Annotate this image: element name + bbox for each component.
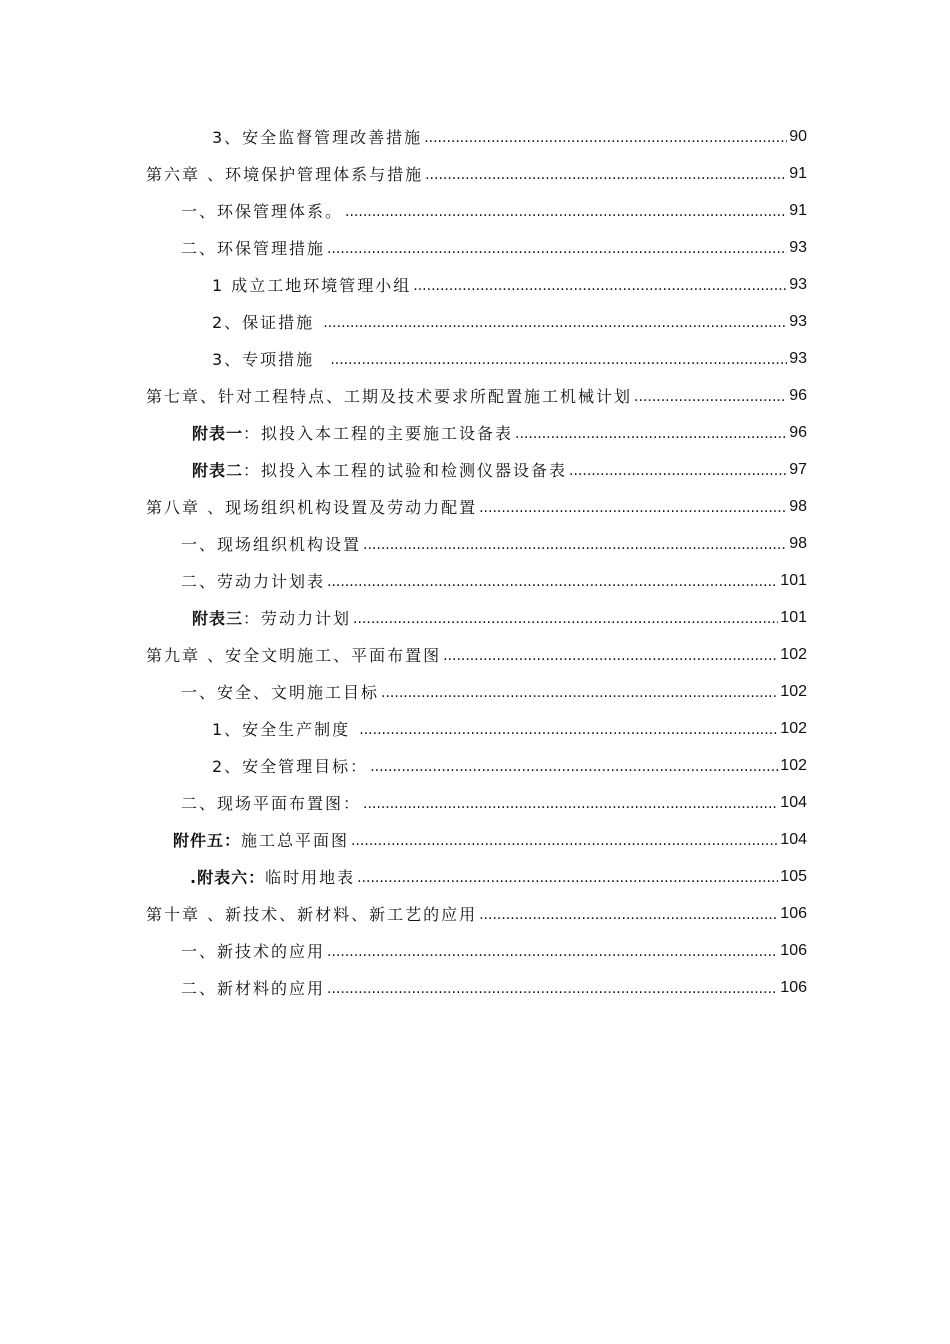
- toc-entry-text: ：拟投入本工程的试验和检测仪器设备表: [243, 461, 568, 480]
- toc-page-number: 105: [780, 867, 807, 885]
- toc-page-number: 106: [780, 904, 807, 922]
- toc-entry[interactable]: [0, 969, 950, 1006]
- toc-entry-title: 3、专项措施: [212, 350, 329, 369]
- toc-leader-dots: [327, 241, 787, 257]
- toc-leader-dots: [370, 759, 778, 775]
- toc-entry[interactable]: [0, 340, 950, 377]
- toc-entry-text: ：劳动力计划: [243, 609, 352, 628]
- toc-entry-title: 第八章 、现场组织机构设置及劳动力配置: [146, 498, 478, 517]
- toc-entry-title: [192, 606, 351, 629]
- toc-entry[interactable]: [0, 895, 950, 932]
- toc-page-number: 93: [789, 349, 807, 367]
- toc-entry-title: 一、安全、文明施工目标: [181, 683, 380, 702]
- toc-leader-dots: [327, 574, 778, 590]
- toc-entry-title: 第十章 、新技术、新材料、新工艺的应用: [146, 905, 478, 924]
- toc-entry-title: 第六章 、环境保护管理体系与措施: [146, 165, 424, 184]
- toc-entry[interactable]: [0, 636, 950, 673]
- toc-page-number: 101: [780, 571, 807, 589]
- toc-leader-dots: [479, 907, 778, 923]
- toc-page-number: 98: [789, 497, 807, 515]
- toc-entry[interactable]: [0, 858, 950, 895]
- toc-entry-text: 施工总平面图: [241, 831, 350, 850]
- toc-leader-dots: [515, 426, 787, 442]
- toc-entry-text: ：拟投入本工程的主要施工设备表: [243, 424, 514, 443]
- toc-appendix-tag: 附表三: [192, 609, 244, 628]
- toc-entry[interactable]: [0, 599, 950, 636]
- toc-page-number: 102: [780, 719, 807, 737]
- toc-page-number: 106: [780, 978, 807, 996]
- toc-leader-dots: [424, 130, 787, 146]
- toc-entry[interactable]: [0, 229, 950, 266]
- toc-entry-prefix: .: [190, 868, 198, 887]
- toc-entry[interactable]: [0, 377, 950, 414]
- toc-entry-title: 3、安全监督管理改善措施: [212, 128, 423, 147]
- toc-page-number: 91: [789, 164, 807, 182]
- toc-entry-title: 二、环保管理措施: [181, 239, 326, 258]
- toc-entry-title: 第七章、针对工程特点、工期及技术要求所配置施工机械计划: [146, 387, 633, 406]
- toc-entry-title: 二、新材料的应用: [181, 979, 326, 998]
- toc-entry[interactable]: [0, 562, 950, 599]
- toc-leader-dots: [330, 352, 787, 368]
- toc-appendix-tag: 附表六：: [197, 868, 266, 887]
- toc-entry[interactable]: [0, 118, 950, 155]
- toc-page-number: 102: [780, 682, 807, 700]
- toc-entry-title: 第九章 、安全文明施工、平面布置图: [146, 646, 442, 665]
- toc-entry[interactable]: [0, 451, 950, 488]
- toc-entry[interactable]: [0, 155, 950, 192]
- toc-leader-dots: [327, 981, 778, 997]
- toc-entry[interactable]: [0, 303, 950, 340]
- toc-entry-text: 临时用地表: [265, 868, 356, 887]
- toc-entry[interactable]: [0, 414, 950, 451]
- toc-page-number: 96: [789, 423, 807, 441]
- toc-entry[interactable]: [0, 266, 950, 303]
- toc-page-number: 102: [780, 756, 807, 774]
- toc-appendix-tag: 附表二: [192, 461, 244, 480]
- toc-appendix-tag: 附表一: [192, 424, 244, 443]
- toc-leader-dots: [357, 870, 778, 886]
- toc-entry[interactable]: [0, 192, 950, 229]
- toc-entry[interactable]: [0, 932, 950, 969]
- toc-leader-dots: [353, 611, 778, 627]
- toc-entry[interactable]: [0, 488, 950, 525]
- toc-leader-dots: [323, 315, 787, 331]
- toc-leader-dots: [413, 278, 787, 294]
- toc-page-number: 101: [780, 608, 807, 626]
- toc-entry[interactable]: [0, 747, 950, 784]
- toc-page-number: 93: [789, 238, 807, 256]
- toc-page-number: 106: [780, 941, 807, 959]
- toc-entry-title: 2、安全管理目标：: [212, 757, 369, 776]
- toc-entry[interactable]: [0, 821, 950, 858]
- toc-leader-dots: [351, 833, 778, 849]
- toc-appendix-tag: 附件五：: [173, 831, 242, 850]
- toc-entry-title: 二、劳动力计划表: [181, 572, 326, 591]
- toc-entry-title: [192, 458, 567, 481]
- toc-entry[interactable]: [0, 525, 950, 562]
- toc-entry-title: 1 成立工地环境管理小组: [212, 276, 412, 295]
- toc-page-number: 104: [780, 793, 807, 811]
- toc-entry-title: [190, 865, 355, 888]
- toc-entry[interactable]: [0, 673, 950, 710]
- toc-leader-dots: [363, 796, 778, 812]
- toc-page-number: 104: [780, 830, 807, 848]
- toc-page-number: 96: [789, 386, 807, 404]
- toc-leader-dots: [327, 944, 778, 960]
- toc-leader-dots: [479, 500, 787, 516]
- toc-entry-title: 二、现场平面布置图：: [181, 794, 362, 813]
- toc-entry-title: 一、环保管理体系。: [181, 202, 344, 221]
- toc-page-number: 98: [789, 534, 807, 552]
- toc-page-number: 93: [789, 312, 807, 330]
- toc-leader-dots: [363, 537, 787, 553]
- toc-page-number: 97: [789, 460, 807, 478]
- toc-entry-title: [173, 828, 349, 851]
- toc-page-number: 102: [780, 645, 807, 663]
- toc-page-number: 93: [789, 275, 807, 293]
- toc-leader-dots: [634, 389, 787, 405]
- toc-leader-dots: [425, 167, 787, 183]
- toc-leader-dots: [569, 463, 787, 479]
- table-of-contents: [0, 118, 950, 1006]
- toc-entry-title: 1、安全生产制度: [212, 720, 358, 739]
- toc-entry-title: [192, 421, 513, 444]
- toc-page-number: 91: [789, 201, 807, 219]
- toc-entry-title: 2、保证措施: [212, 313, 322, 332]
- toc-leader-dots: [381, 685, 778, 701]
- toc-entry-title: 一、现场组织机构设置: [181, 535, 362, 554]
- toc-leader-dots: [345, 204, 787, 220]
- toc-leader-dots: [443, 648, 778, 664]
- toc-entry-title: 一、新技术的应用: [181, 942, 326, 961]
- toc-entry[interactable]: [0, 710, 950, 747]
- toc-entry[interactable]: [0, 784, 950, 821]
- toc-leader-dots: [359, 722, 778, 738]
- toc-page-number: 90: [789, 127, 807, 145]
